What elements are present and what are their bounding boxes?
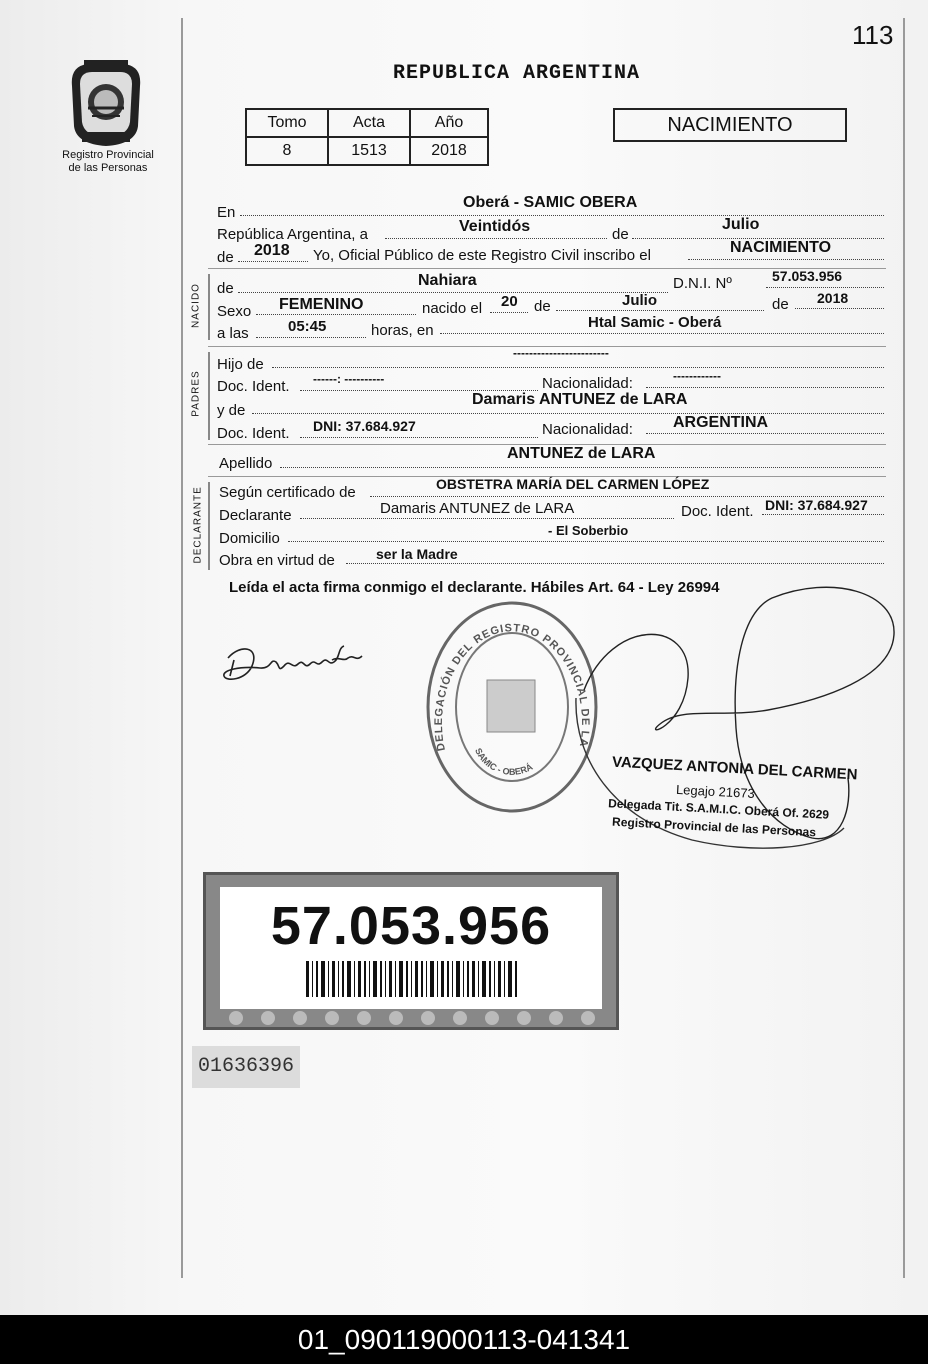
value-declarante: Damaris ANTUNEZ de LARA xyxy=(380,500,575,517)
label-de3: de xyxy=(217,280,234,297)
section-declarante: DECLARANTE xyxy=(192,486,204,564)
label-nacionalidad-1: Nacionalidad: xyxy=(542,375,633,392)
label-obra: Obra en virtud de xyxy=(219,552,335,569)
value-hora: 05:45 xyxy=(288,318,327,335)
label-domicilio: Domicilio xyxy=(219,530,280,547)
tomo-acta-anio-table xyxy=(245,108,489,166)
value-dia: Veintidós xyxy=(459,218,531,235)
line-anio xyxy=(238,261,308,262)
value-madre: Damaris ANTUNEZ de LARA xyxy=(472,391,688,408)
value-apellido: ANTUNEZ de LARA xyxy=(507,445,656,462)
declarant-signature xyxy=(220,636,370,692)
label-de4: de xyxy=(534,298,551,315)
registry-caption-line2: de las Personas xyxy=(68,162,148,174)
value-nombre: Nahiara xyxy=(418,272,477,289)
value-certificado: OBSTETRA MARÍA DEL CARMEN LÓPEZ xyxy=(436,476,710,492)
stamp-ring-text: DELEGACIÓN DEL REGISTRO PROVINCIAL DE LA xyxy=(432,622,592,752)
official-name: VAZQUEZ ANTONIA DEL CARMEN xyxy=(611,753,858,784)
line-declarante-doc xyxy=(762,514,884,515)
value-padre-nac: ------------ xyxy=(673,369,721,383)
label-a-las: a las xyxy=(217,325,249,342)
section-padres: PADRES xyxy=(190,370,202,417)
registry-caption-line1: Registro Provincial xyxy=(62,149,154,161)
label-y-de: y de xyxy=(217,402,246,419)
line-madre-doc xyxy=(300,437,538,438)
line-dni xyxy=(766,287,884,288)
province-seal-logo xyxy=(66,56,146,148)
value-tipo: NACIMIENTO xyxy=(730,239,832,256)
acta-header: Acta xyxy=(328,109,410,137)
dni-barcode-sticker xyxy=(203,872,619,1030)
value-declarante-doc: DNI: 37.684.927 xyxy=(765,497,868,513)
tomo-value: 8 xyxy=(246,137,328,165)
label-nacionalidad-2: Nacionalidad: xyxy=(542,421,633,438)
label-doc-ident-3: Doc. Ident. xyxy=(681,503,754,520)
section-nacido: NACIDO xyxy=(190,283,202,328)
acta-value: 1513 xyxy=(328,137,410,165)
label-doc-ident-2: Doc. Ident. xyxy=(217,425,290,442)
value-lugar: Oberá - SAMIC OBERA xyxy=(463,194,638,211)
nacido-bracket xyxy=(208,274,210,340)
label-republica: República Argentina, a xyxy=(217,226,368,243)
label-segun: Según certificado de xyxy=(219,484,356,501)
label-doc-ident-1: Doc. Ident. xyxy=(217,378,290,395)
value-madre-doc: DNI: 37.684.927 xyxy=(313,418,416,434)
document-title: REPUBLICA ARGENTINA xyxy=(393,62,641,85)
label-horas-en: horas, en xyxy=(371,322,434,339)
line-padre-nac xyxy=(646,387,884,388)
label-dni: D.N.I. Nº xyxy=(673,275,732,292)
label-de5: de xyxy=(772,296,789,313)
line-obra xyxy=(346,563,884,564)
value-nac-dia: 20 xyxy=(501,293,518,310)
line-declarante xyxy=(300,518,674,519)
line-padre xyxy=(272,367,884,368)
padres-bracket xyxy=(208,352,210,440)
value-nac-mes: Julio xyxy=(622,292,658,309)
official-legajo: Legajo 21673 xyxy=(675,781,756,802)
value-domicilio: - El Soberbio xyxy=(548,523,629,538)
line-nombre xyxy=(238,292,668,293)
label-de1: de xyxy=(612,226,629,243)
record-type-box: NACIMIENTO xyxy=(613,108,847,142)
line-nac-anio xyxy=(795,308,884,309)
footer-code: 01_090119000113-041341 xyxy=(297,1324,631,1355)
line-tipo xyxy=(688,259,884,260)
registry-caption xyxy=(50,149,166,175)
label-declarante: Declarante xyxy=(219,507,292,524)
official-cargo: Delegada Tit. S.A.M.I.C. Oberá Of. 2629 xyxy=(607,796,830,822)
line-en xyxy=(240,215,884,216)
serial-number: 01636396 xyxy=(192,1046,300,1088)
value-dni: 57.053.956 xyxy=(772,268,843,284)
line-domicilio xyxy=(288,541,884,542)
line-sexo xyxy=(256,314,416,315)
label-hijo-de: Hijo de xyxy=(217,356,264,373)
label-de2: de xyxy=(217,249,234,266)
page-number: 113 xyxy=(852,20,894,50)
right-margin-line xyxy=(903,18,905,1278)
anio-value: 2018 xyxy=(410,137,488,165)
value-nac-anio: 2018 xyxy=(817,290,849,306)
label-apellido: Apellido xyxy=(219,455,273,472)
value-padre-doc: ------: ---------- xyxy=(313,372,385,386)
tomo-header: Tomo xyxy=(246,109,328,137)
line-hora xyxy=(256,337,366,338)
value-padre: ------------------------ xyxy=(513,346,609,360)
value-lugar-nac: Htal Samic - Oberá xyxy=(588,314,722,331)
line-lugar-nac xyxy=(440,333,884,334)
dni-sticker-number: 57.053.956 xyxy=(270,896,552,956)
anio-header: Año xyxy=(410,109,488,137)
value-sexo: FEMENINO xyxy=(279,296,364,313)
label-en: En xyxy=(217,204,236,221)
value-madre-nac: ARGENTINA xyxy=(673,414,769,431)
stamp-bottom-text: SAMIC - OBERÁ xyxy=(473,746,535,777)
line-madre-nac xyxy=(646,433,884,434)
left-margin-line xyxy=(181,18,183,1278)
label-nacido-el: nacido el xyxy=(422,300,483,317)
closing-text: Leída el acta firma conmigo el declarante. Hábiles Art. 64 - Ley 26994 xyxy=(229,579,720,596)
official-registro: Registro Provincial de las Personas xyxy=(611,814,817,840)
label-yo: Yo, Oficial Público de este Registro Civil inscribo el xyxy=(313,247,651,264)
line-dia xyxy=(385,238,607,239)
value-mes: Julio xyxy=(722,216,760,233)
line-nac-mes xyxy=(556,310,764,311)
line-nac-dia xyxy=(490,312,528,313)
label-sexo: Sexo xyxy=(217,303,252,320)
line-apellido xyxy=(280,467,884,468)
declarante-bracket xyxy=(208,482,210,570)
value-anio: 2018 xyxy=(254,242,290,259)
line-madre xyxy=(252,413,884,414)
value-obra: ser la Madre xyxy=(376,546,458,562)
